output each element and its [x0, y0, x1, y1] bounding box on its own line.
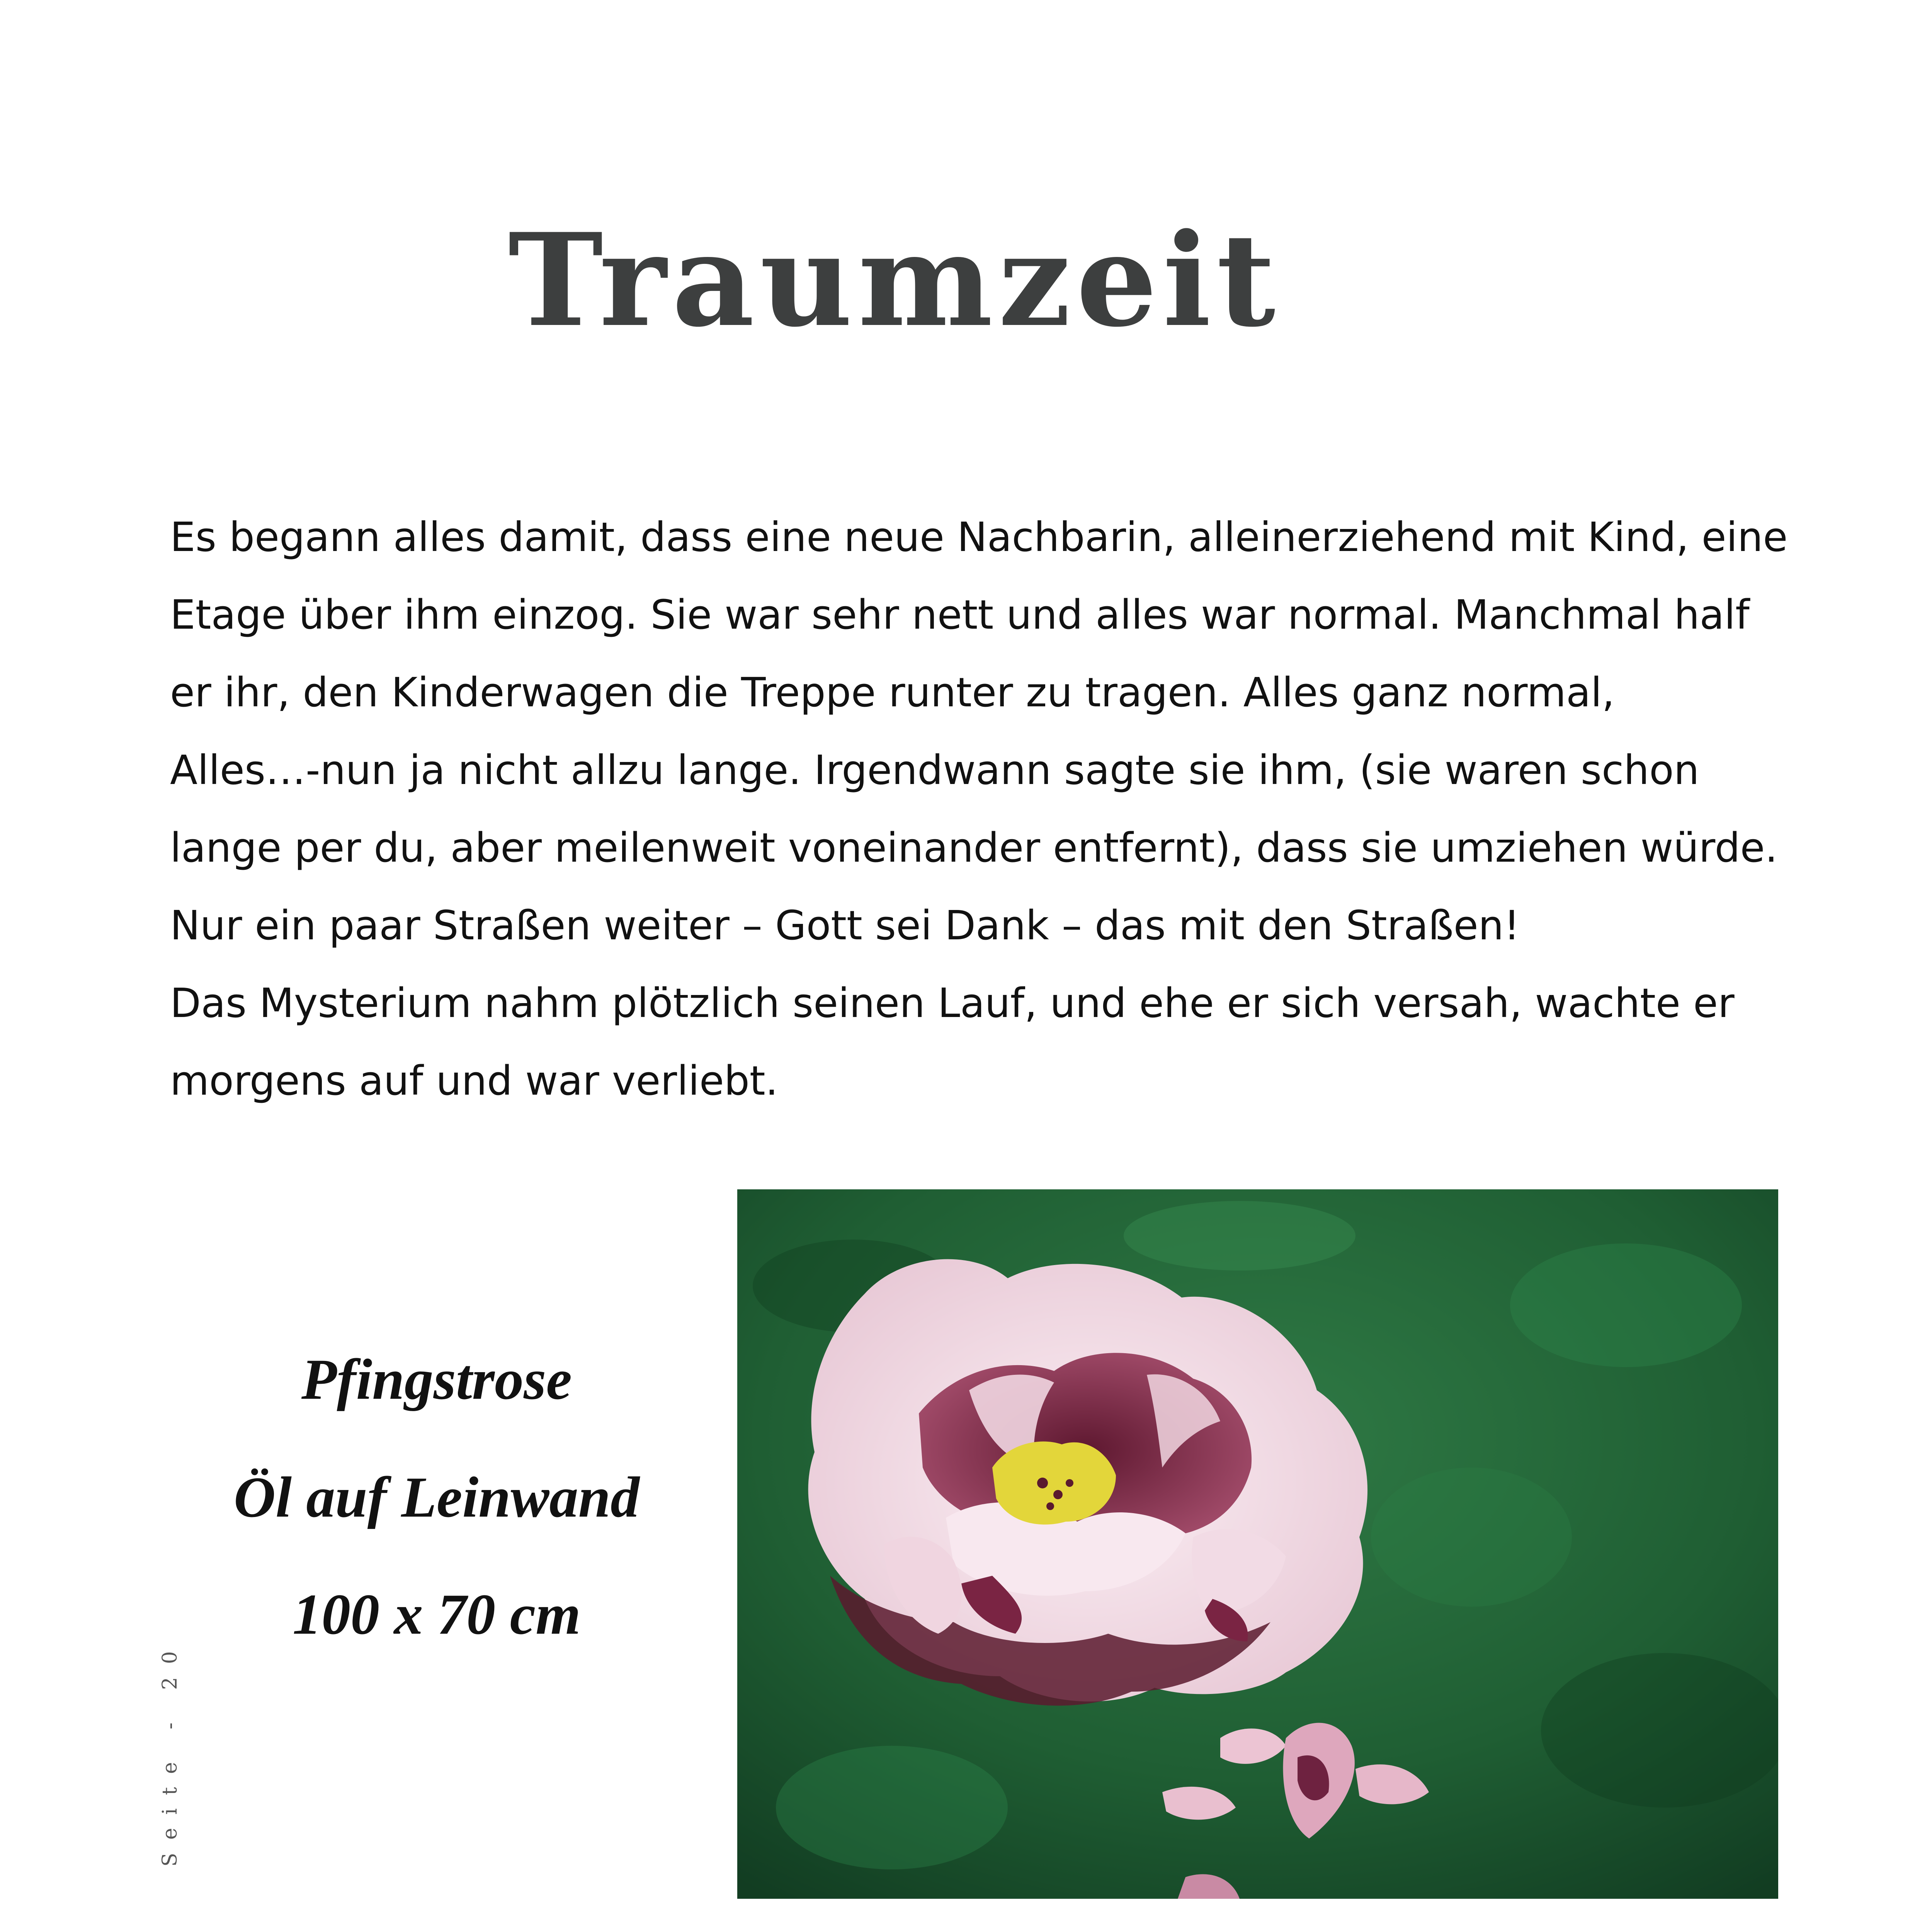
body-line: Das Mysterium nahm plötzlich seinen Lauf, und ehe er sich versah, wachte er	[170, 980, 1735, 1027]
body-line: morgens auf und war verliebt.	[170, 1057, 778, 1104]
artwork-image	[737, 1189, 1778, 1899]
peony-painting	[737, 1189, 1778, 1899]
body-line: Nur ein paar Straßen weiter – Gott sei Dank – das mit den Straßen!	[170, 902, 1520, 949]
body-line: lange per du, aber meilenweit voneinander entfernt), dass sie umziehen würde.	[170, 824, 1778, 871]
artwork-size: 100 x 70 cm	[293, 1582, 581, 1646]
artwork-medium: Öl auf Leinwand	[233, 1465, 640, 1529]
page-number-label: Seite - 20	[158, 1638, 182, 1867]
page-title: Traumzeit	[508, 205, 1281, 355]
artwork-title: Pfingstrose	[301, 1347, 572, 1412]
body-line: er ihr, den Kinderwagen die Treppe runter zu tragen. Alles ganz normal,	[170, 669, 1615, 716]
body-line: Etage über ihm einzog. Sie war sehr nett und alles war normal. Manchmal half	[170, 591, 1750, 638]
page-number	[153, 1638, 187, 1867]
body-line: Alles…-nun ja nicht allzu lange. Irgendwann sagte sie ihm, (sie waren schon	[170, 747, 1699, 794]
body-text	[170, 498, 1788, 1120]
body-line: Es begann alles damit, dass eine neue Nachbarin, alleinerziehend mit Kind, eine	[170, 514, 1788, 561]
